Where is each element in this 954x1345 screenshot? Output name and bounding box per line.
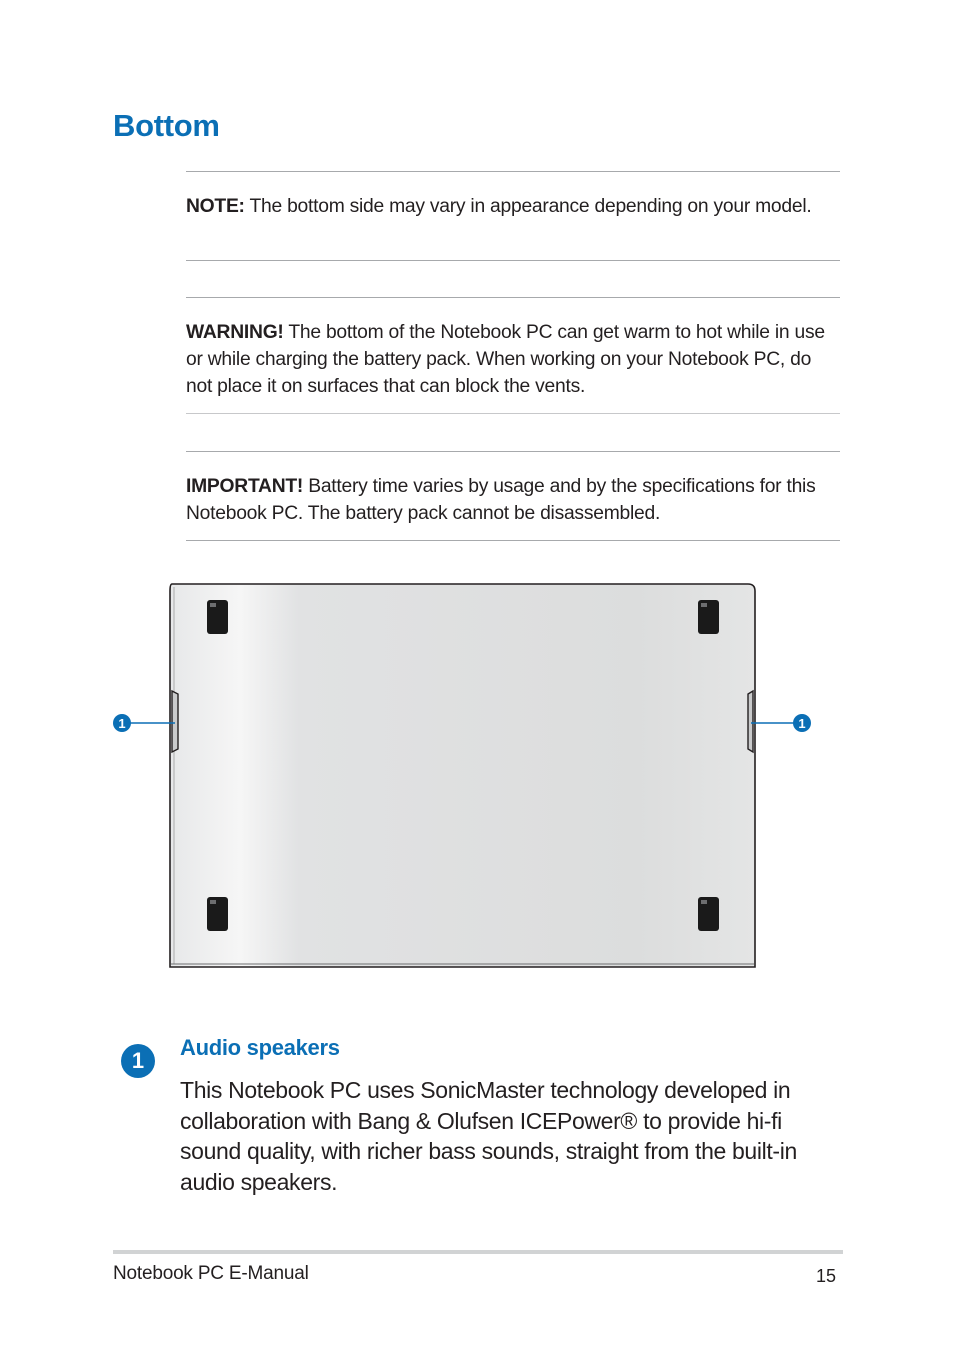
callout-number: 1 — [798, 716, 806, 731]
divider — [186, 297, 840, 298]
notebook-bottom-illustration — [108, 578, 828, 978]
callout-number: 1 — [118, 716, 126, 731]
warning-text: The bottom of the Notebook PC can get warm to hot while in use or while charging the battery pack. When working on your Notebook PC, do not place it on surfaces that can block the vents. — [186, 322, 825, 397]
warning-label: WARNING! — [186, 322, 284, 343]
divider — [186, 260, 840, 261]
divider — [186, 540, 840, 541]
callout-right — [793, 714, 811, 732]
footer-manual-name: Notebook PC E-Manual — [113, 1263, 309, 1284]
notebook-body — [170, 584, 755, 967]
note-text: The bottom side may vary in appearance depending on your model. — [249, 196, 812, 217]
divider — [186, 171, 840, 172]
notebook-bottom-figure — [108, 578, 828, 978]
page-title: Bottom — [113, 108, 220, 143]
important-label: IMPORTANT! — [186, 476, 304, 497]
callout-left — [113, 714, 131, 732]
important-block — [186, 473, 840, 527]
note-label: NOTE: — [186, 196, 245, 217]
item-title: Audio speakers — [180, 1035, 340, 1060]
item-description: This Notebook PC uses SonicMaster technology developed in collaboration with Bang & Olufsen ICEPower® to provide hi-fi sound quality, with richer bass sounds, straight from the built-in audio speakers. — [180, 1077, 797, 1195]
warning-block — [186, 319, 840, 400]
note-block — [186, 193, 840, 220]
speaker-left — [172, 691, 178, 752]
important-text: Battery time varies by usage and by the specifications for this Notebook PC. The battery pack cannot be disassembled. — [186, 476, 816, 524]
footer-page-number: 15 — [816, 1266, 837, 1286]
divider — [186, 413, 840, 414]
divider — [186, 451, 840, 452]
item-number-badge: 1 — [121, 1044, 155, 1078]
footer-rule — [113, 1250, 843, 1254]
speaker-right — [748, 691, 753, 752]
